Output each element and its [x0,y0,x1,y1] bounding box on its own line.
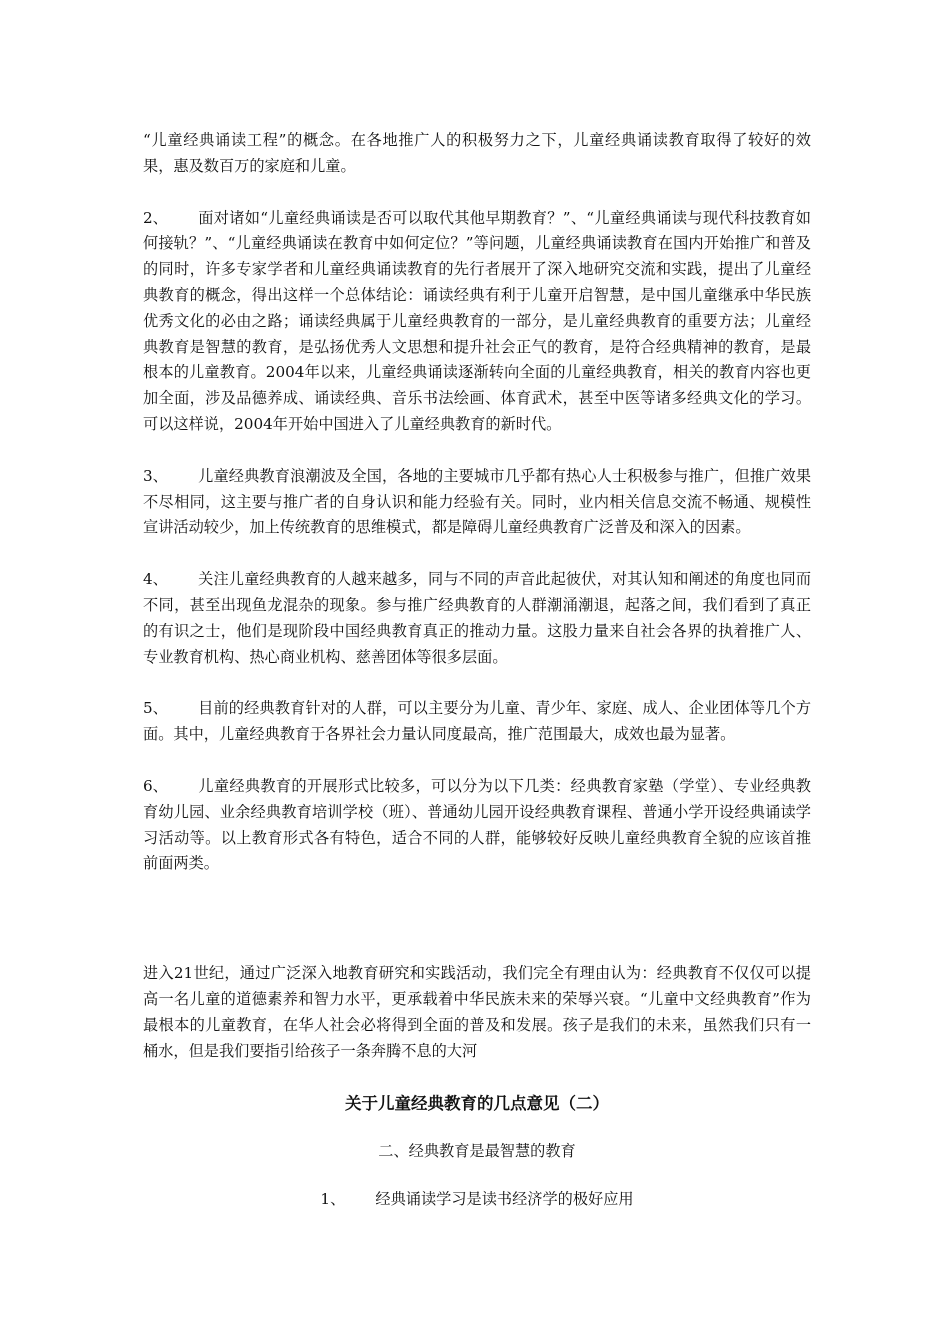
item-text: 目前的经典教育针对的人群，可以主要分为儿童、青少年、家庭、成人、企业团体等几个方面。其中，儿童经典教育于各界社会力量认同度最高，推广范围最大，成效也最为显著。 [143,699,811,744]
item-number: 5、 [143,699,168,718]
item-text: 面对诸如“儿童经典诵读是否可以取代其他早期教育？”、“儿童经典诵读与现代科技教育如何接轨？”、“儿童经典诵读在教育中如何定位？”等问题，儿童经典诵读教育在国内开始推广和普及的同时，许多专家学者和儿童经典诵读教育的先行者展开了深入地研究交流和实践，提出了儿童经典教育的概念，得出这样一个总体结论：诵读经典有利于儿童开启智慧，是中国儿童继承中华民族优秀文化的必由之路；诵读经典属于儿童经典教育的一部分，是儿童经典教育的重要方法；儿童经典教育是智慧的教育，是弘扬优秀人文思想和提升社会正气的教育，是符合经典精神的教育，是最根本的儿童教育。2004年以来，儿童经典诵读逐渐转向全面的儿童经典教育，相关的教育内容也更加全面，涉及品德养成、诵读经典、音乐书法绘画、体育武术，甚至中医等诸多经典文化的学习。可以这样说，2004年开始中国进入了儿童经典教育的新时代。 [143,208,811,433]
item-number: 4、 [143,570,168,589]
sub-item-number: 1、 [320,1190,346,1209]
item-text: 关注儿童经典教育的人越来越多，同与不同的声音此起彼伏，对其认知和阐述的角度也同而不同，甚至出现鱼龙混杂的现象。参与推广经典教育的人群潮涌潮退，起落之间，我们看到了真正的有识之士，他们是现阶段中国经典教育真正的推动力量。这股力量来自社会各界的执着推广人、专业教育机构、热心商业机构、慈善团体等很多层面。 [143,570,811,666]
numbered-paragraph-6 [143,774,811,877]
section-title: 关于儿童经典教育的几点意见（二） [345,1094,609,1114]
item-text: 儿童经典教育的开展形式比较多，可以分为以下几类：经典教育家塾（学堂）、专业经典教育幼儿园、业余经典教育培训学校（班）、普通幼儿园开设经典教育课程、普通小学开设经典诵读学习活动等。以上教育形式各有特色，适合不同的人群，能够较好反映儿童经典教育全貌的应该首推前面两类。 [143,776,811,873]
item-number: 3、 [143,466,168,485]
section-subtitle: 二、经典教育是最智慧的教育 [378,1142,576,1161]
item-number: 6、 [143,776,168,795]
document-page [143,128,811,1212]
numbered-paragraph-4 [143,567,811,670]
intro-paragraph: “儿童经典诵读工程”的概念。在各地推广人的积极努力之下，儿童经典诵读教育取得了较好的效果，惠及数百万的家庭和儿童。 [143,131,811,175]
numbered-paragraph-3 [143,464,811,541]
item-text: 儿童经典教育浪潮波及全国，各地的主要城市几乎都有热心人士积极参与推广，但推广效果不尽相同，这主要与推广者的自身认识和能力经验有关。同时，业内相关信息交流不畅通、规模性宣讲活动较少，加上传统教育的思维模式，都是障碍儿童经典教育广泛普及和深入的因素。 [143,466,811,537]
sub-item-text: 经典诵读学习是读书经济学的极好应用 [375,1190,634,1209]
item-number: 2、 [143,208,168,227]
numbered-paragraph-5 [143,696,811,748]
sub-item-heading [143,1186,811,1212]
numbered-paragraph-2 [143,206,811,438]
conclusion-paragraph: 进入21世纪，通过广泛深入地教育研究和实践活动，我们完全有理由认为：经典教育不仅仅可以提高一名儿童的道德素养和智力水平，更承载着中华民族未来的荣辱兴衰。“儿童中文经典教育”作为最根本的儿童教育，在华人社会必将得到全面的普及和发展。孩子是我们的未来，虽然我们只有一桶水，但是我们要指引给孩子一条奔腾不息的大河 [143,964,811,1060]
